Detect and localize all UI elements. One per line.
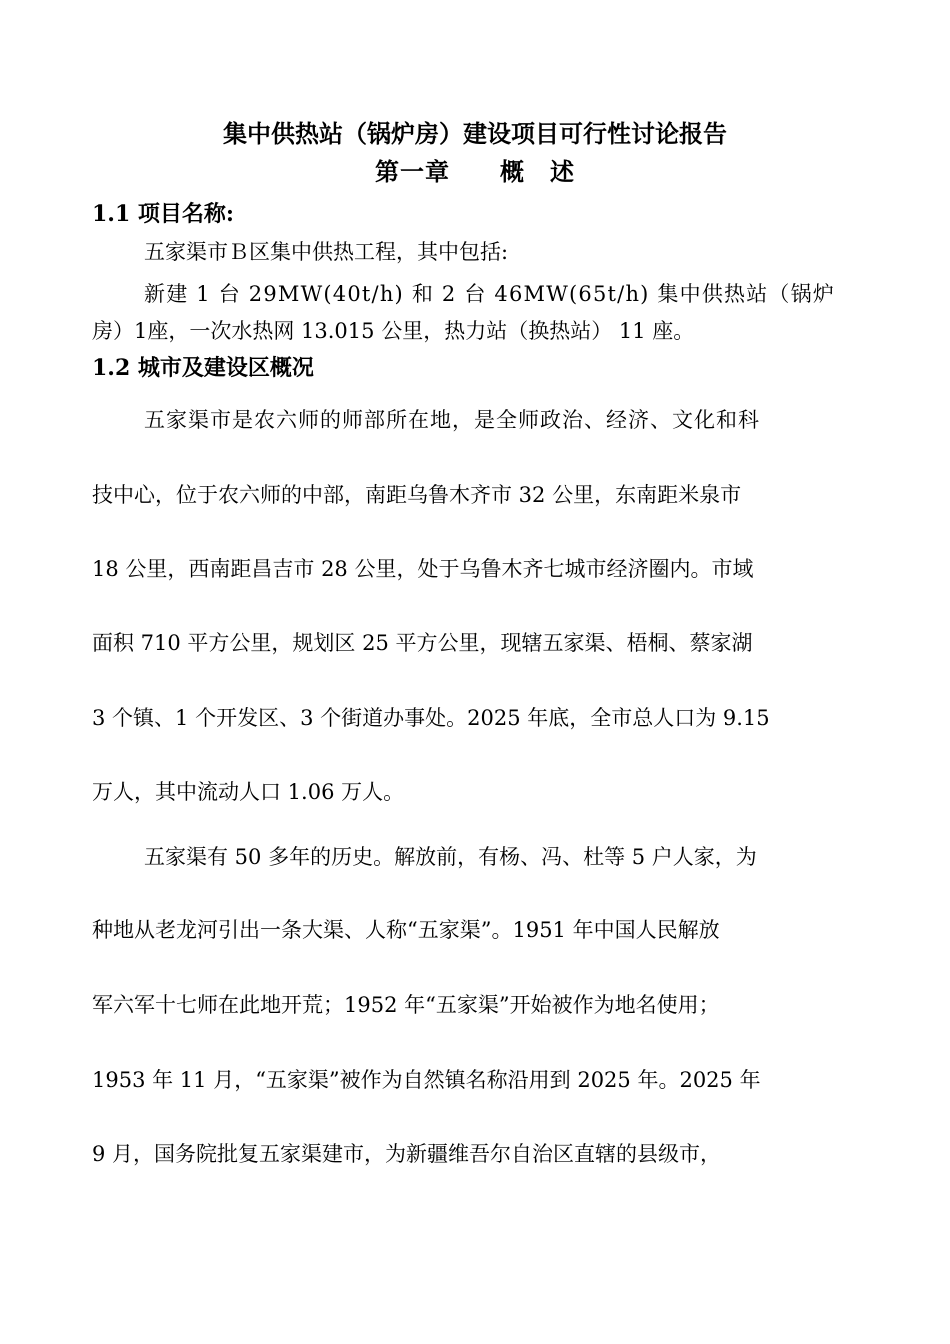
chapter-title: 第一章 概 述 — [375, 157, 575, 186]
paragraph-line: 技中心，位于农六师的中部，南距乌鲁木齐市 32 公里，东南距米泉市 — [92, 483, 742, 507]
paragraph-line: 五家渠市是农六师的师部所在地，是全师政治、经济、文化和科 — [144, 408, 760, 432]
paragraph-line: 3 个镇、1 个开发区、3 个街道办事处。2025 年底，全市总人口为 9.15 — [92, 706, 770, 730]
paragraph-line: 新建 1 台 29MW(40t/h) 和 2 台 46MW(65t/h) 集中供热站（锅炉 — [144, 282, 836, 306]
paragraph-line: 18 公里，西南距昌吉市 28 公里，处于乌鲁木齐七城市经济圈内。市域 — [92, 557, 754, 581]
paragraph-line: 房）1座，一次水热网 13.015 公里，热力站（换热站） 11 座。 — [92, 319, 695, 343]
paragraph-line: 五家渠市Ｂ区集中供热工程，其中包括: — [144, 240, 509, 264]
paragraph-line: 军六军十七师在此地开荒；1952 年“五家渠”开始被作为地名使用； — [92, 993, 720, 1017]
section-heading-1-1: 1.1 项目名称: — [92, 201, 235, 227]
paragraph-line: 五家渠有 50 多年的历史。解放前，有杨、冯、杜等 5 户人家，为 — [144, 845, 757, 869]
paragraph-line: 面积 710 平方公里，规划区 25 平方公里，现辖五家渠、梧桐、蔡家湖 — [92, 631, 753, 655]
paragraph-line: 种地从老龙河引出一条大渠、人称“五家渠”。1951 年中国人民解放 — [92, 918, 720, 942]
paragraph-line: 万人，其中流动人口 1.06 万人。 — [92, 780, 405, 804]
paragraph-line: 9 月，国务院批复五家渠建市，为新疆维吾尔自治区直辖的县级市， — [92, 1142, 722, 1166]
paragraph-line: 1953 年 11 月，“五家渠”被作为自然镇名称沿用到 2025 年。2025 年 — [92, 1068, 761, 1092]
document-title: 集中供热站（锅炉房）建设项目可行性讨论报告 — [223, 119, 727, 148]
section-heading-1-2: 1.2 城市及建设区概况 — [92, 355, 314, 381]
